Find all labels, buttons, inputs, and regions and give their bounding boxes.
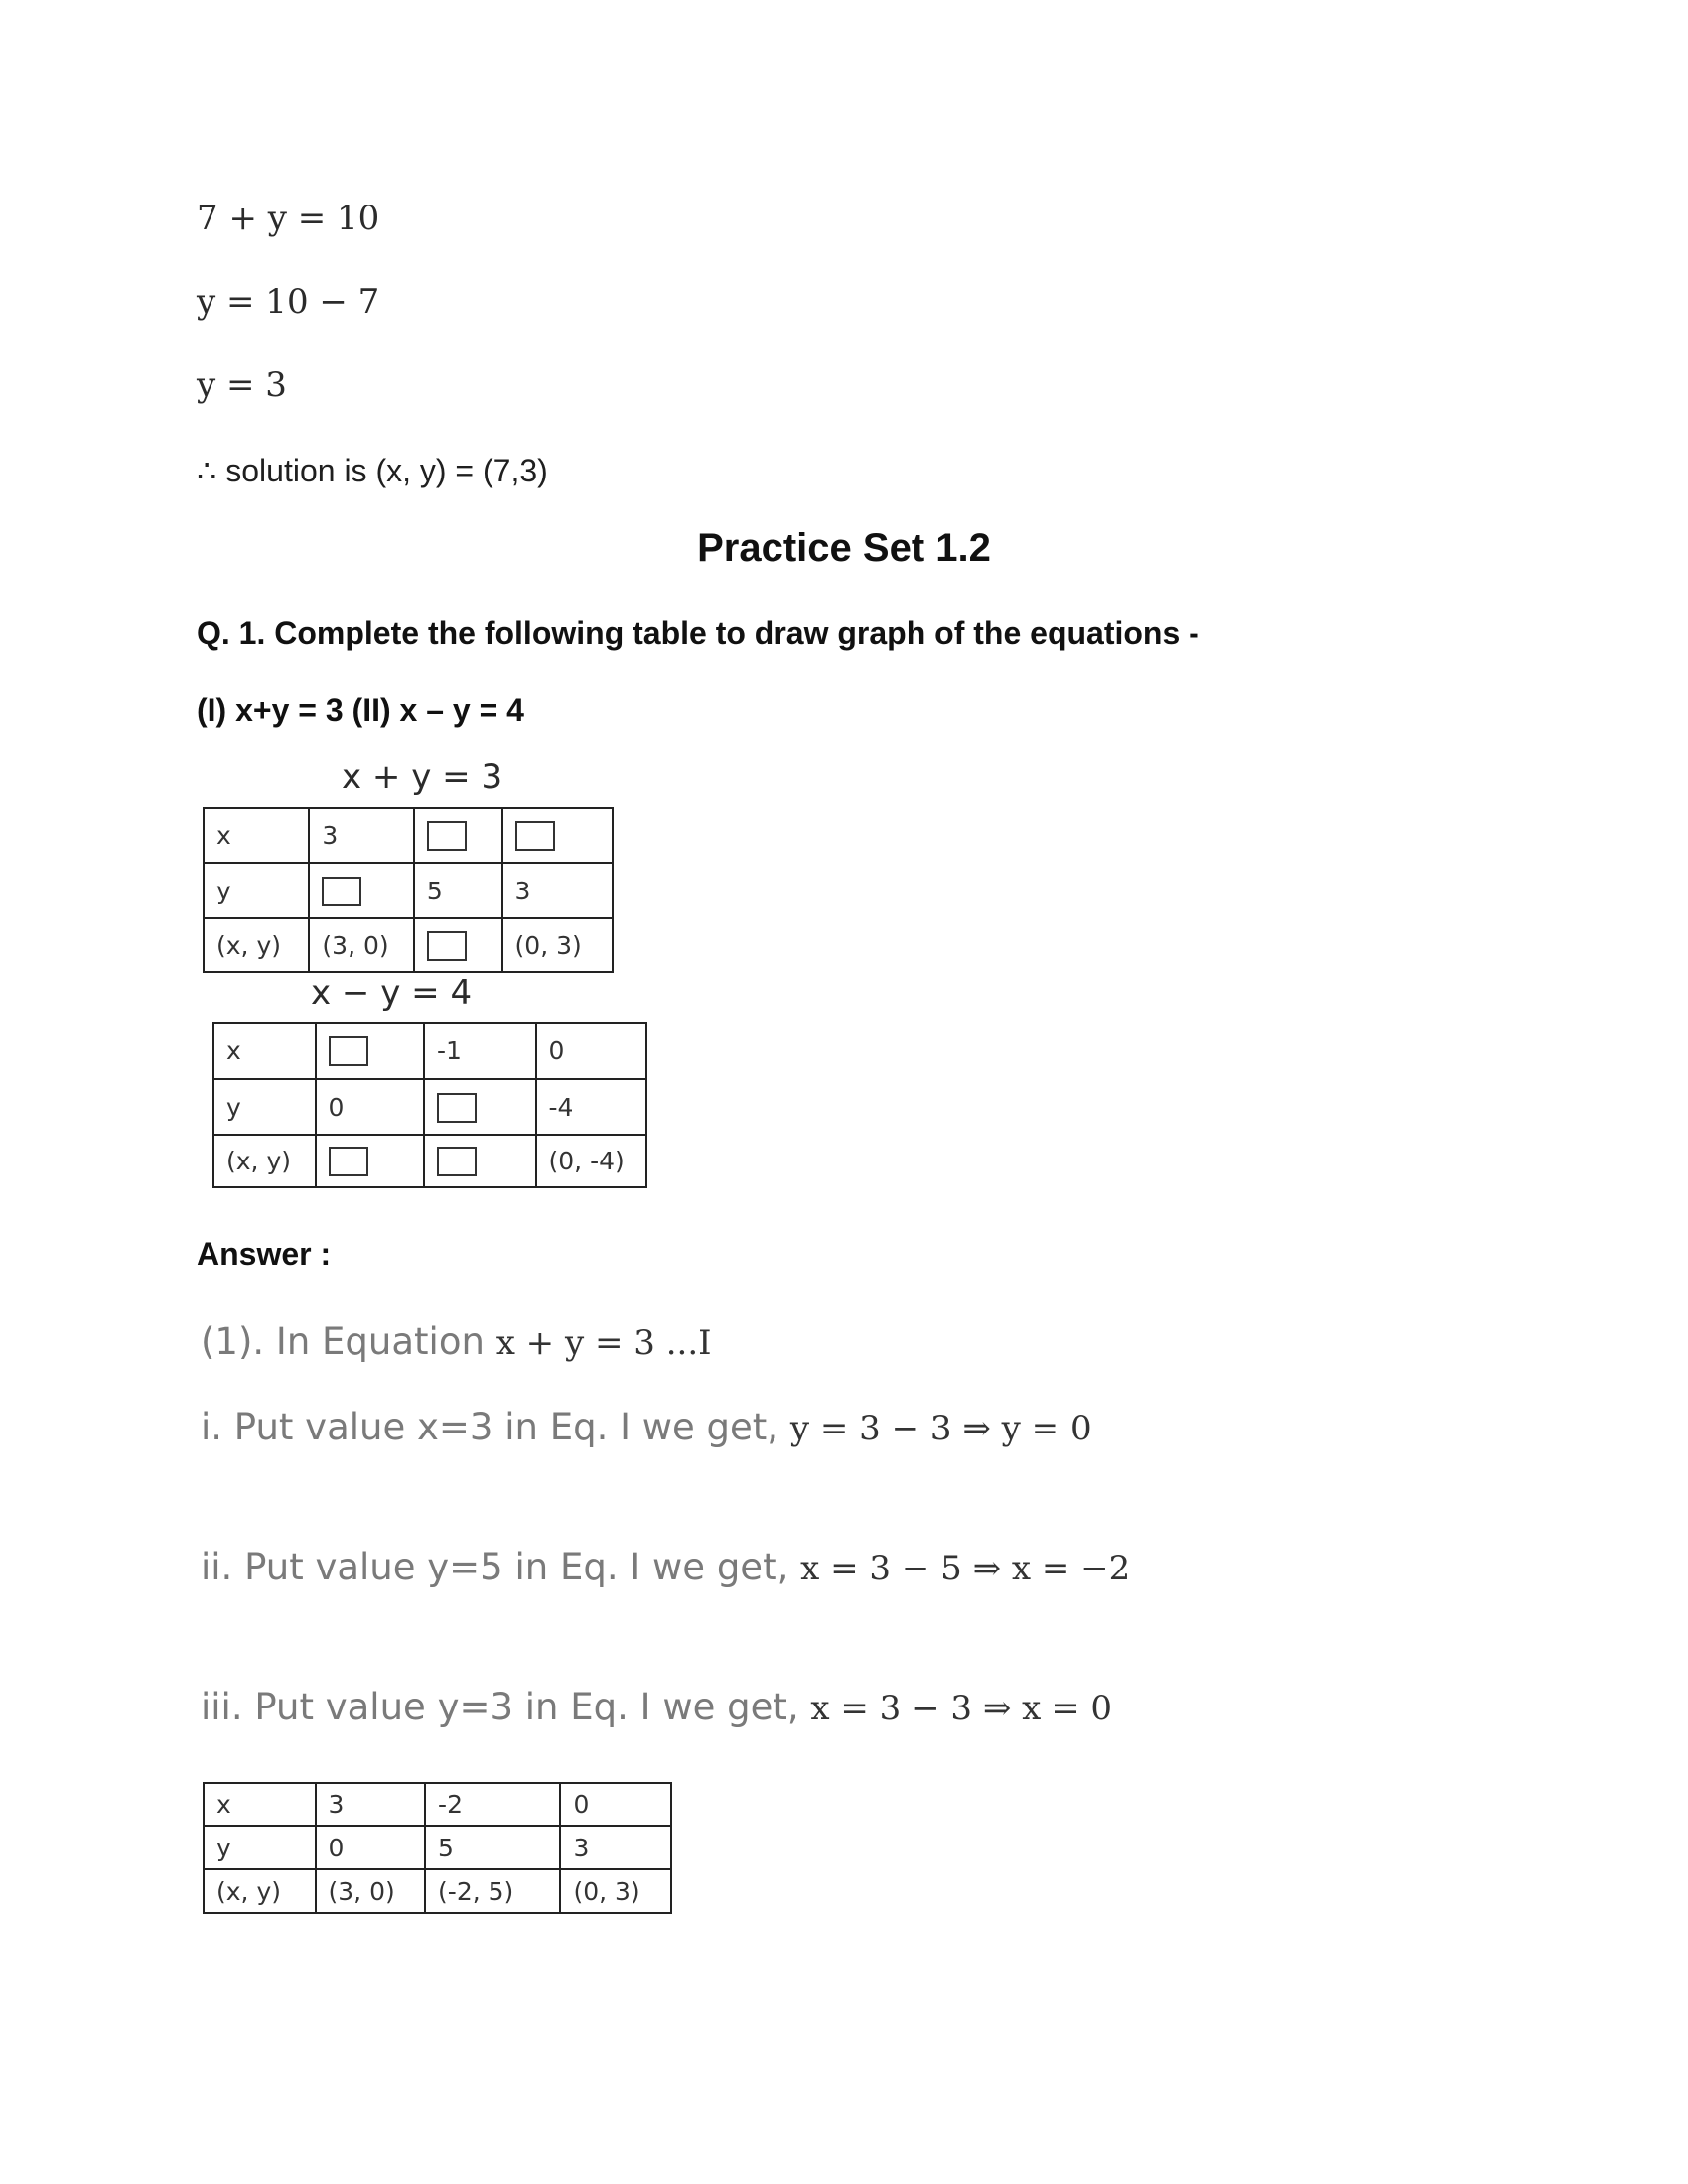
blank-box xyxy=(437,1093,477,1123)
question-equations: (I) x+y = 3 (II) x – y = 4 xyxy=(197,692,524,728)
table1-blank-cell xyxy=(309,863,413,918)
step-text: (1). In Equation xyxy=(201,1320,485,1363)
equation-line-3: y = 3 xyxy=(197,365,287,405)
table2-row-x xyxy=(213,1023,646,1079)
answer-table-row-y xyxy=(204,1826,671,1869)
table2-cell: (x, y) xyxy=(213,1135,316,1187)
answer-step-2 xyxy=(201,1406,1092,1448)
table1-cell: 5 xyxy=(414,863,502,918)
solution-statement: ∴ solution is (x, y) = (7,3) xyxy=(197,453,548,488)
table2-blank-cell xyxy=(424,1135,535,1187)
table2-blank-cell xyxy=(424,1079,535,1135)
answer-table-cell: 5 xyxy=(425,1826,560,1869)
blank-box xyxy=(322,877,361,906)
table1-cell: (0, 3) xyxy=(502,918,613,972)
blank-box xyxy=(427,931,467,961)
table2-blank-cell xyxy=(316,1023,425,1079)
table1-blank-cell xyxy=(502,808,613,863)
answer-table-row-xy xyxy=(204,1869,671,1913)
step-equation: x = 3 − 3 ⇒ x = 0 xyxy=(810,1689,1113,1728)
question-text: Q. 1. Complete the following table to draw graph of the equations - xyxy=(197,615,1199,651)
table2-cell: y xyxy=(213,1079,316,1135)
answer-step-1 xyxy=(201,1320,712,1363)
table1-cell: 3 xyxy=(309,808,413,863)
section-title: Practice Set 1.2 xyxy=(697,526,991,570)
table2-cell: -1 xyxy=(424,1023,535,1079)
table2-cell: -4 xyxy=(536,1079,646,1135)
table2-cell: x xyxy=(213,1023,316,1079)
answer-table-cell: 0 xyxy=(560,1783,671,1826)
blank-box xyxy=(329,1036,368,1066)
step-equation: x + y = 3 ...I xyxy=(495,1323,712,1363)
table1-row-y xyxy=(204,863,613,918)
table1-cell: (3, 0) xyxy=(309,918,413,972)
blank-box xyxy=(515,821,555,851)
step-equation: x = 3 − 5 ⇒ x = −2 xyxy=(800,1549,1131,1588)
table2-row-y xyxy=(213,1079,646,1135)
answer-label: Answer : xyxy=(197,1236,332,1272)
blank-box xyxy=(329,1147,368,1176)
blank-box xyxy=(437,1147,477,1176)
answer-table-row-x xyxy=(204,1783,671,1826)
table1-blank-cell xyxy=(414,918,502,972)
table2-cell: 0 xyxy=(316,1079,425,1135)
table1-row-xy xyxy=(204,918,613,972)
table2 xyxy=(212,1022,647,1188)
table1 xyxy=(203,807,614,973)
table1-cell: y xyxy=(204,863,309,918)
answer-table-cell: -2 xyxy=(425,1783,560,1826)
answer-table-cell: (0, 3) xyxy=(560,1869,671,1913)
table1-cell: x xyxy=(204,808,309,863)
answer-table-cell: 3 xyxy=(316,1783,426,1826)
answer-table xyxy=(203,1782,672,1914)
equation-line-2: y = 10 − 7 xyxy=(197,282,380,322)
table2-cell: 0 xyxy=(536,1023,646,1079)
answer-table-cell: x xyxy=(204,1783,316,1826)
answer-table-cell: (x, y) xyxy=(204,1869,316,1913)
step-text: ii. Put value y=5 in Eq. I we get, xyxy=(201,1546,789,1588)
answer-step-4 xyxy=(201,1686,1112,1728)
table2-row-xy xyxy=(213,1135,646,1187)
answer-table-cell: 0 xyxy=(316,1826,426,1869)
step-text: iii. Put value y=3 in Eq. I we get, xyxy=(201,1686,799,1728)
step-equation: y = 3 − 3 ⇒ y = 0 xyxy=(789,1409,1092,1448)
answer-table-cell: (-2, 5) xyxy=(425,1869,560,1913)
table1-caption: x + y = 3 xyxy=(342,757,503,797)
table1-blank-cell xyxy=(414,808,502,863)
table2-blank-cell xyxy=(316,1135,425,1187)
step-text: i. Put value x=3 in Eq. I we get, xyxy=(201,1406,779,1448)
equation-line-1: 7 + y = 10 xyxy=(197,199,380,238)
table2-cell: (0, -4) xyxy=(536,1135,646,1187)
answer-table-cell: (3, 0) xyxy=(316,1869,426,1913)
table1-cell: 3 xyxy=(502,863,613,918)
blank-box xyxy=(427,821,467,851)
answer-step-3 xyxy=(201,1546,1130,1588)
table1-cell: (x, y) xyxy=(204,918,309,972)
answer-table-cell: y xyxy=(204,1826,316,1869)
table1-row-x xyxy=(204,808,613,863)
answer-table-cell: 3 xyxy=(560,1826,671,1869)
table2-caption: x − y = 4 xyxy=(311,973,473,1013)
